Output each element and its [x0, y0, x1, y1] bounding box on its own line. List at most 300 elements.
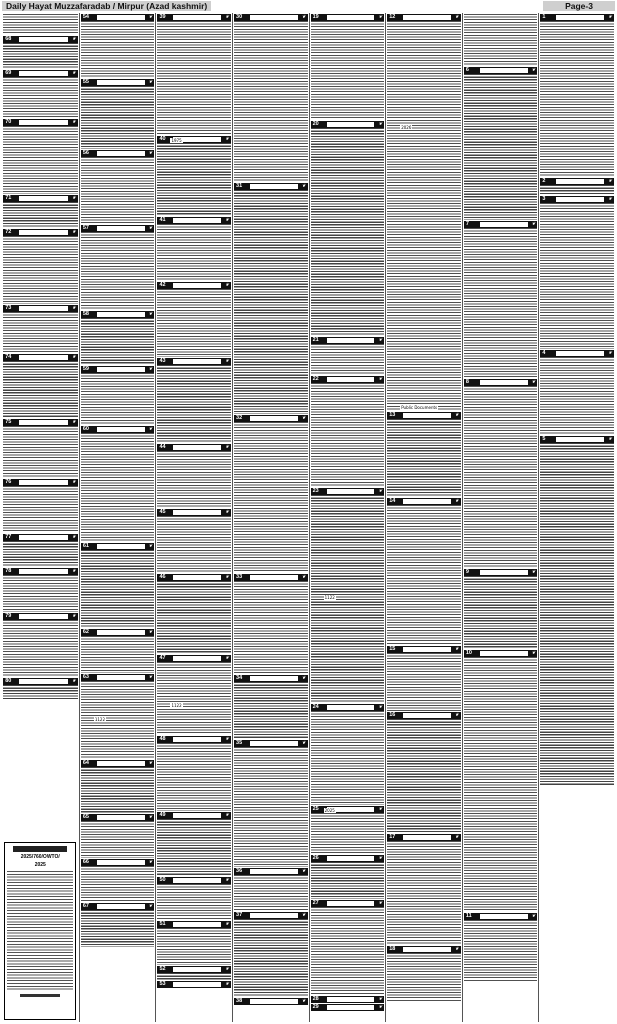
ad-emblem-icon: ❦: [378, 704, 383, 710]
classified-ad: [387, 498, 461, 645]
ad-number: 35: [236, 740, 243, 747]
ad-text-block: [234, 875, 308, 911]
ad-number: 26: [312, 855, 319, 862]
ad-header-box: [250, 575, 298, 580]
ad-header-bar: [157, 812, 231, 819]
ad-header-bar: [311, 14, 385, 21]
ad-header-bar: [387, 646, 461, 653]
classified-ad: [157, 877, 231, 920]
ad-header-box: [403, 413, 451, 418]
classified-ad: [157, 981, 231, 988]
classified-ad: [464, 221, 538, 379]
ad-emblem-icon: ❦: [378, 900, 383, 906]
ad-header-bar: [3, 613, 78, 620]
ad-emblem-icon: ❦: [225, 656, 230, 662]
ad-emblem-icon: ❦: [148, 815, 153, 821]
classified-ad: [81, 760, 155, 814]
ad-number: 23: [312, 487, 319, 494]
ad-number: 11: [465, 912, 472, 919]
ad-text-block: [311, 344, 385, 375]
ad-header-box: [19, 569, 68, 574]
ad-header-box: [327, 489, 375, 494]
ad-header-box: [173, 656, 221, 661]
ad-text-block: [157, 365, 231, 443]
ad-emblem-icon: ❦: [72, 120, 76, 126]
ad-header-bar: [234, 14, 308, 21]
ad-header-bar: [387, 834, 461, 841]
ad-header-bar: [464, 913, 538, 920]
classified-ad: [387, 646, 461, 710]
ad-header-bar: [157, 574, 231, 581]
classified-ad: [81, 629, 155, 672]
ad-emblem-icon: ❦: [531, 913, 536, 919]
ad-text-block: [387, 953, 461, 1001]
ad-text-block: [311, 813, 385, 855]
ad-text-block: [157, 743, 231, 811]
classified-ad: [387, 834, 461, 945]
ad-emblem-icon: ❦: [608, 350, 612, 356]
ad-number: 14: [389, 498, 396, 504]
ad-text-block: [387, 653, 461, 710]
classified-ad: [234, 14, 308, 182]
ad-header-bar: [81, 79, 155, 86]
ad-header-box: [556, 179, 604, 184]
ad-text-block: [387, 841, 461, 945]
ad-number: 78: [5, 568, 12, 575]
ad-header-bar: [157, 736, 231, 743]
ad-header-box: [173, 15, 221, 20]
ad-text-block: [81, 232, 155, 310]
classified-ad: [81, 79, 155, 148]
ad-header-bar: [311, 855, 385, 862]
inline-figure: 1122: [171, 703, 182, 708]
ad-text-block: [234, 422, 308, 573]
ad-emblem-icon: ❦: [301, 574, 306, 580]
ad-header-bar: [540, 196, 614, 203]
ad-header-box: [173, 967, 221, 972]
newspaper-title: Daily Hayat Muzzafaradab / Mirpur (Azad kashmir): [2, 1, 211, 11]
ad-header-box: [97, 544, 145, 549]
ad-text-block: [464, 14, 538, 66]
ad-header-box: [173, 359, 221, 364]
ad-header-bar: [3, 70, 78, 77]
ad-header-box: [19, 355, 68, 360]
ad-header-bar: [81, 225, 155, 232]
classified-ad: [3, 568, 78, 611]
ad-header-box: [250, 741, 298, 746]
ad-emblem-icon: ❦: [455, 15, 459, 20]
ad-header-box: [403, 499, 451, 504]
ad-header-box: [19, 230, 68, 235]
newspaper-column: [155, 13, 232, 1022]
ad-number: 71: [5, 194, 12, 201]
ad-header-bar: [157, 136, 231, 143]
ad-emblem-icon: ❦: [378, 1004, 383, 1010]
ad-number: 68: [5, 35, 12, 42]
classified-ad: [157, 655, 231, 735]
classified-ad: [157, 736, 231, 811]
ad-emblem-icon: ❦: [608, 15, 612, 20]
ad-number: 79: [5, 612, 12, 619]
ad-text-block: [157, 884, 231, 920]
ad-header-box: [19, 37, 68, 42]
ad-header-box: [556, 197, 604, 202]
classified-ad: [234, 415, 308, 573]
ad-text-block: [311, 907, 385, 995]
ad-number: 1: [542, 14, 546, 20]
ad-text-block: [81, 550, 155, 628]
ad-header-bar: [81, 629, 155, 636]
ad-number: 4: [542, 349, 546, 356]
ad-emblem-icon: ❦: [455, 499, 459, 504]
classified-ad: [540, 350, 614, 435]
ad-header-bar: [311, 337, 385, 344]
ad-emblem-icon: ❦: [148, 312, 153, 318]
ad-text-block: [540, 357, 614, 435]
classified-ad: [157, 14, 231, 135]
ad-number: 29: [312, 1003, 319, 1010]
ad-number: 9: [465, 569, 469, 576]
ad-emblem-icon: ❦: [225, 137, 230, 143]
ad-header-bar: [81, 14, 155, 21]
ad-number: 5: [542, 435, 546, 442]
classified-ad: [157, 444, 231, 508]
classified-ad: [3, 613, 78, 677]
ad-number: 62: [82, 629, 89, 636]
ad-text-block: [311, 862, 385, 898]
ad-header-box: [19, 120, 68, 125]
ad-header-box: [327, 856, 375, 861]
ad-emblem-icon: ❦: [72, 70, 76, 76]
ad-emblem-icon: ❦: [455, 413, 459, 418]
ad-header-bar: [464, 379, 538, 386]
ad-header-box: [97, 15, 145, 20]
classified-ad: [81, 814, 155, 857]
classified-ad: [3, 119, 78, 194]
newspaper-column: [79, 13, 156, 1022]
classified-ad: [3, 479, 78, 533]
classified-ad: [234, 868, 308, 911]
ad-number: 31: [236, 183, 243, 190]
ad-emblem-icon: ❦: [225, 283, 230, 289]
ad-emblem-icon: ❦: [72, 36, 76, 42]
classified-ad: [234, 740, 308, 867]
ad-emblem-icon: ❦: [72, 480, 76, 486]
ad-emblem-icon: ❦: [225, 575, 230, 581]
ad-number: 40: [159, 136, 166, 143]
ad-header-box: [173, 445, 221, 450]
ad-text-block: [157, 516, 231, 573]
ad-text-block: [157, 973, 231, 980]
newspaper-column: [538, 13, 615, 1022]
ad-header-box: [480, 651, 528, 656]
classified-ad: [3, 305, 78, 354]
classified-ad: [157, 574, 231, 654]
classified-ad: [311, 121, 385, 336]
ad-header-bar: [464, 67, 538, 74]
ad-number: 52: [159, 965, 166, 972]
ad-number: 44: [159, 443, 166, 450]
ad-text-block: [81, 910, 155, 946]
ad-header-box: [480, 68, 528, 73]
ad-text-block: [81, 681, 155, 759]
ad-text-block: [234, 919, 308, 997]
ad-header-bar: [464, 569, 538, 576]
ad-emblem-icon: ❦: [608, 197, 612, 203]
classified-ad: [311, 488, 385, 703]
ad-text-block: [81, 636, 155, 672]
ad-number: 70: [5, 119, 12, 126]
ad-header-bar: [3, 419, 78, 426]
ad-emblem-icon: ❦: [301, 184, 306, 190]
inline-figure: 2025: [324, 808, 335, 813]
ad-text-block: [157, 143, 231, 216]
classified-ad: [3, 36, 78, 69]
ad-header-bar: [3, 119, 78, 126]
ad-header-bar: [81, 543, 155, 550]
ad-emblem-icon: ❦: [225, 966, 230, 972]
ad-header-bar: [3, 195, 78, 202]
newspaper-column: [462, 13, 539, 1022]
ad-header-bar: [234, 912, 308, 919]
ad-header-bar: [157, 282, 231, 289]
ad-header-box: [480, 380, 528, 385]
ad-number: 80: [5, 677, 12, 684]
ad-number: 42: [159, 282, 166, 289]
ad-header-bar: [234, 183, 308, 190]
ad-emblem-icon: ❦: [148, 544, 153, 550]
ad-header-box: [556, 351, 604, 356]
ad-header-bar: [157, 921, 231, 928]
classified-ad: [3, 419, 78, 478]
ad-emblem-icon: ❦: [225, 510, 230, 516]
ad-text-block: [81, 157, 155, 225]
ad-number: 59: [82, 365, 89, 372]
ad-header-bar: [311, 704, 385, 711]
ad-emblem-icon: ❦: [225, 812, 230, 818]
classified-ad: [157, 921, 231, 964]
ad-header-box: [403, 713, 451, 718]
classified-ad: [157, 282, 231, 357]
classified-ad: [3, 14, 78, 35]
ad-header-box: [173, 218, 221, 223]
ad-number: 50: [159, 876, 166, 883]
ad-number: 22: [312, 375, 319, 382]
ad-header-bar: [3, 568, 78, 575]
classified-ad: [157, 358, 231, 443]
ad-header-bar: [81, 760, 155, 767]
ad-text-block: [3, 426, 78, 478]
classified-ad: [3, 195, 78, 228]
classified-ad: [3, 229, 78, 304]
ad-header-box: [173, 813, 221, 818]
ad-text-block: [3, 575, 78, 611]
classified-ad: [157, 812, 231, 876]
classified-ad: [81, 543, 155, 628]
ad-number: 56: [82, 149, 89, 156]
notice-heading: [13, 846, 67, 852]
ad-text-block: [464, 228, 538, 379]
ad-text-block: [464, 657, 538, 912]
ad-emblem-icon: ❦: [378, 121, 383, 127]
ad-text-block: [3, 236, 78, 304]
classified-ad: [464, 650, 538, 912]
ad-number: 6: [465, 67, 469, 73]
ad-emblem-icon: ❦: [301, 15, 306, 20]
ad-header-box: [97, 151, 145, 156]
ad-header-box: [97, 80, 145, 85]
classified-ad: [311, 855, 385, 898]
ad-header-bar: [234, 675, 308, 682]
ad-number: 43: [159, 357, 166, 364]
ad-number: 63: [82, 673, 89, 680]
ad-number: 24: [312, 703, 319, 710]
ad-header-bar: [157, 14, 231, 21]
ad-header-box: [250, 999, 298, 1004]
ad-emblem-icon: ❦: [225, 981, 230, 987]
ad-number: 28: [312, 995, 319, 1002]
ad-text-block: [234, 581, 308, 675]
ad-header-bar: [3, 36, 78, 43]
ad-header-bar: [3, 534, 78, 541]
ad-number: 77: [5, 534, 12, 541]
ad-header-bar: [157, 444, 231, 451]
ad-text-block: [464, 576, 538, 649]
ad-number: 49: [159, 811, 166, 818]
ad-number: 30: [236, 14, 243, 20]
ad-header-box: [403, 835, 451, 840]
ad-header-box: [403, 947, 451, 952]
classified-ad: [311, 996, 385, 1003]
ad-header-bar: [3, 305, 78, 312]
ad-emblem-icon: ❦: [531, 68, 536, 73]
ad-number: 76: [5, 479, 12, 486]
ad-header-box: [19, 480, 68, 485]
ad-header-box: [327, 901, 375, 906]
ad-header-bar: [311, 1004, 385, 1011]
ad-text-block: [3, 43, 78, 69]
ad-header-box: [19, 614, 68, 619]
classified-ad: [540, 178, 614, 195]
ad-text-block: [3, 202, 78, 228]
ad-emblem-icon: ❦: [301, 999, 306, 1005]
classified-ad: [311, 376, 385, 487]
classified-ad: [387, 412, 461, 497]
ad-number: 48: [159, 735, 166, 742]
ad-text-block: [387, 719, 461, 833]
ad-header-box: [250, 676, 298, 681]
classified-ad: [3, 354, 78, 418]
ad-header-bar: [157, 358, 231, 365]
ad-emblem-icon: ❦: [378, 337, 383, 343]
ad-text-block: [464, 386, 538, 568]
classified-ad: [3, 70, 78, 119]
ad-text-block: [311, 21, 385, 120]
classified-ad: [157, 136, 231, 216]
ad-header-box: [556, 437, 604, 442]
ad-number: 21: [312, 336, 319, 343]
page-number: Page-3: [543, 1, 615, 11]
ad-header-box: [173, 575, 221, 580]
ad-number: 17: [389, 833, 396, 840]
classified-ad: [234, 574, 308, 675]
ad-header-box: [327, 705, 375, 710]
ad-number: 34: [236, 675, 243, 682]
ad-number: 16: [389, 711, 396, 718]
ad-emblem-icon: ❦: [225, 444, 230, 450]
ad-text-block: [81, 86, 155, 148]
ad-header-box: [250, 416, 298, 421]
ad-text-block: [3, 312, 78, 354]
ad-header-box: [173, 878, 221, 883]
ad-text-block: [157, 21, 231, 135]
ad-emblem-icon: ❦: [148, 904, 153, 910]
ad-header-bar: [81, 814, 155, 821]
classified-ad: [81, 225, 155, 310]
ad-header-box: [97, 904, 145, 909]
ad-header-box: [480, 570, 528, 575]
ad-header-bar: [311, 121, 385, 128]
ad-header-box: [97, 630, 145, 635]
ad-text-block: [540, 185, 614, 195]
ad-header-bar: [540, 350, 614, 357]
ad-number: 25: [312, 805, 319, 812]
ad-emblem-icon: ❦: [531, 380, 536, 386]
ad-header-bar: [540, 436, 614, 443]
ad-header-bar: [81, 426, 155, 433]
ad-emblem-icon: ❦: [378, 806, 383, 812]
ad-header-box: [327, 377, 375, 382]
ad-header-box: [403, 647, 451, 652]
notice-date: 2025: [34, 862, 46, 868]
ad-text-block: [3, 126, 78, 194]
ad-emblem-icon: ❦: [378, 15, 383, 20]
ad-header-box: [327, 1005, 375, 1010]
ad-header-bar: [387, 14, 461, 21]
ad-emblem-icon: ❦: [531, 570, 536, 576]
ad-header-bar: [387, 712, 461, 719]
ad-number: 57: [82, 225, 89, 232]
ad-emblem-icon: ❦: [301, 415, 306, 421]
ad-text-block: [81, 821, 155, 857]
ad-emblem-icon: ❦: [72, 613, 76, 619]
ad-header-bar: [81, 674, 155, 681]
classified-ad: [81, 366, 155, 425]
ad-header-box: [327, 338, 375, 343]
classified-ad: [464, 67, 538, 220]
ad-header-bar: [3, 678, 78, 685]
ad-emblem-icon: ❦: [72, 420, 76, 426]
classified-ad: [464, 379, 538, 568]
ad-text-block: [540, 443, 614, 786]
classified-ad: [81, 14, 155, 78]
ad-header-box: [97, 860, 145, 865]
ad-header-bar: [81, 311, 155, 318]
ad-emblem-icon: ❦: [72, 678, 76, 684]
official-notice: [4, 842, 76, 1020]
newspaper-column: [385, 13, 462, 1022]
classified-ad: [311, 806, 385, 855]
ad-emblem-icon: ❦: [148, 760, 153, 766]
ad-header-bar: [3, 354, 78, 361]
ad-number: 2: [542, 178, 546, 184]
ad-header-bar: [234, 740, 308, 747]
inline-figure: Public Documents: [401, 405, 438, 410]
notice-reference: 2025/760/OWTO/: [20, 854, 60, 860]
ad-header-box: [97, 226, 145, 231]
ad-header-bar: [81, 150, 155, 157]
ad-text-block: [3, 486, 78, 533]
